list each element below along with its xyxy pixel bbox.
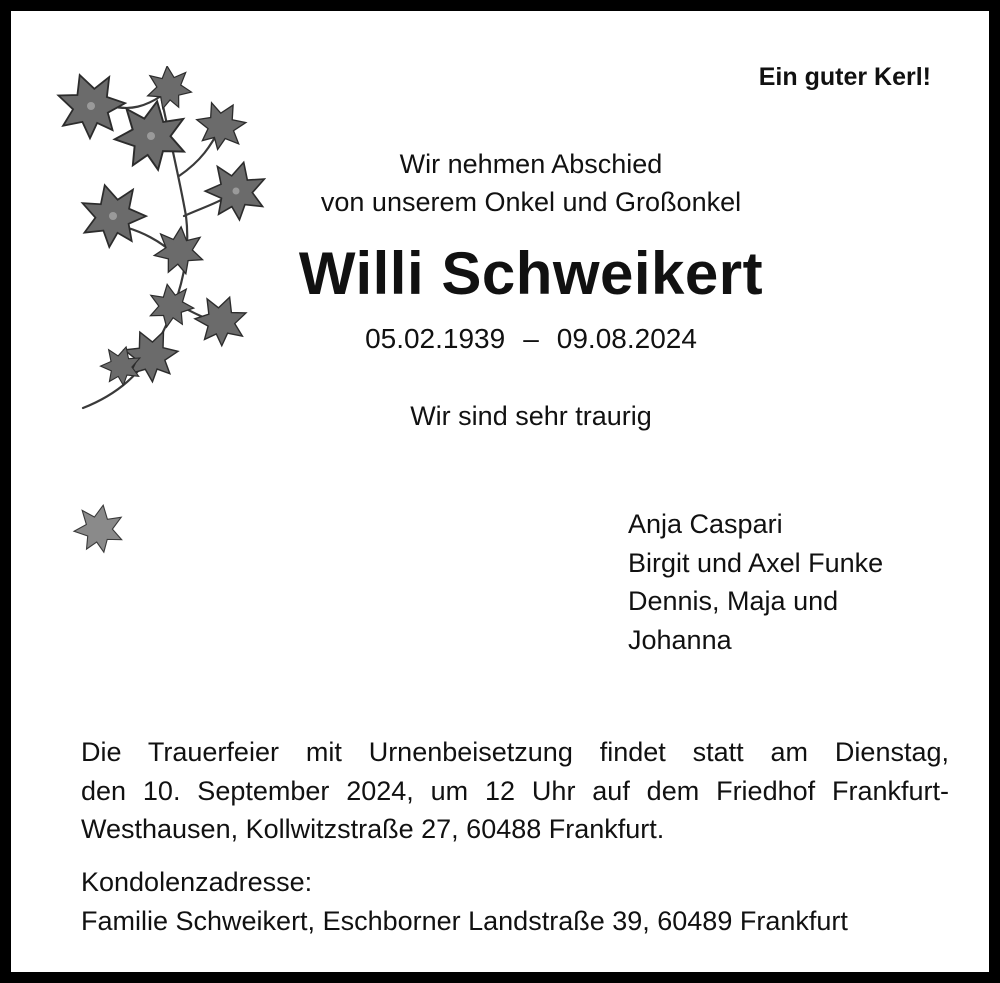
- service-line: Die Trauerfeier mit Urnenbeisetzung findet statt am Dienstag,: [81, 737, 949, 767]
- condolence-label: Kondolenzadresse:: [81, 867, 313, 897]
- mourner: Johanna: [628, 624, 732, 655]
- motto: Ein guter Kerl!: [758, 63, 931, 91]
- mourner: Anja Caspari: [628, 509, 783, 539]
- intro-line-2: von unserem Onkel und Großonkel: [320, 187, 742, 217]
- birth-date: 05.02.1939: [365, 323, 506, 354]
- funeral-service-details: [81, 733, 949, 849]
- service-line: Westhausen, Kollwitzstraße 27, 60488 Frankfurt.: [81, 814, 665, 844]
- sentiment: Wir sind sehr traurig: [410, 401, 652, 431]
- intro-line-1: Wir nehmen Abschied: [399, 149, 663, 179]
- death-date: 09.08.2024: [556, 323, 697, 354]
- mourner: Birgit und Axel Funke: [628, 547, 884, 578]
- mourners-list: [628, 505, 883, 659]
- date-separator: –: [523, 323, 539, 354]
- deceased-name: Willi Schweikert: [298, 240, 764, 307]
- condolence-address: Familie Schweikert, Eschborner Landstraße 39, 60489 Frankfurt: [81, 905, 848, 936]
- service-line: den 10. September 2024, um 12 Uhr auf dem Friedhof Frankfurt-: [81, 775, 949, 806]
- ivy-leaf-icon: [69, 499, 129, 559]
- condolence-block: [81, 863, 848, 940]
- life-dates: [231, 323, 831, 355]
- mourner: Dennis, Maja und: [628, 586, 839, 616]
